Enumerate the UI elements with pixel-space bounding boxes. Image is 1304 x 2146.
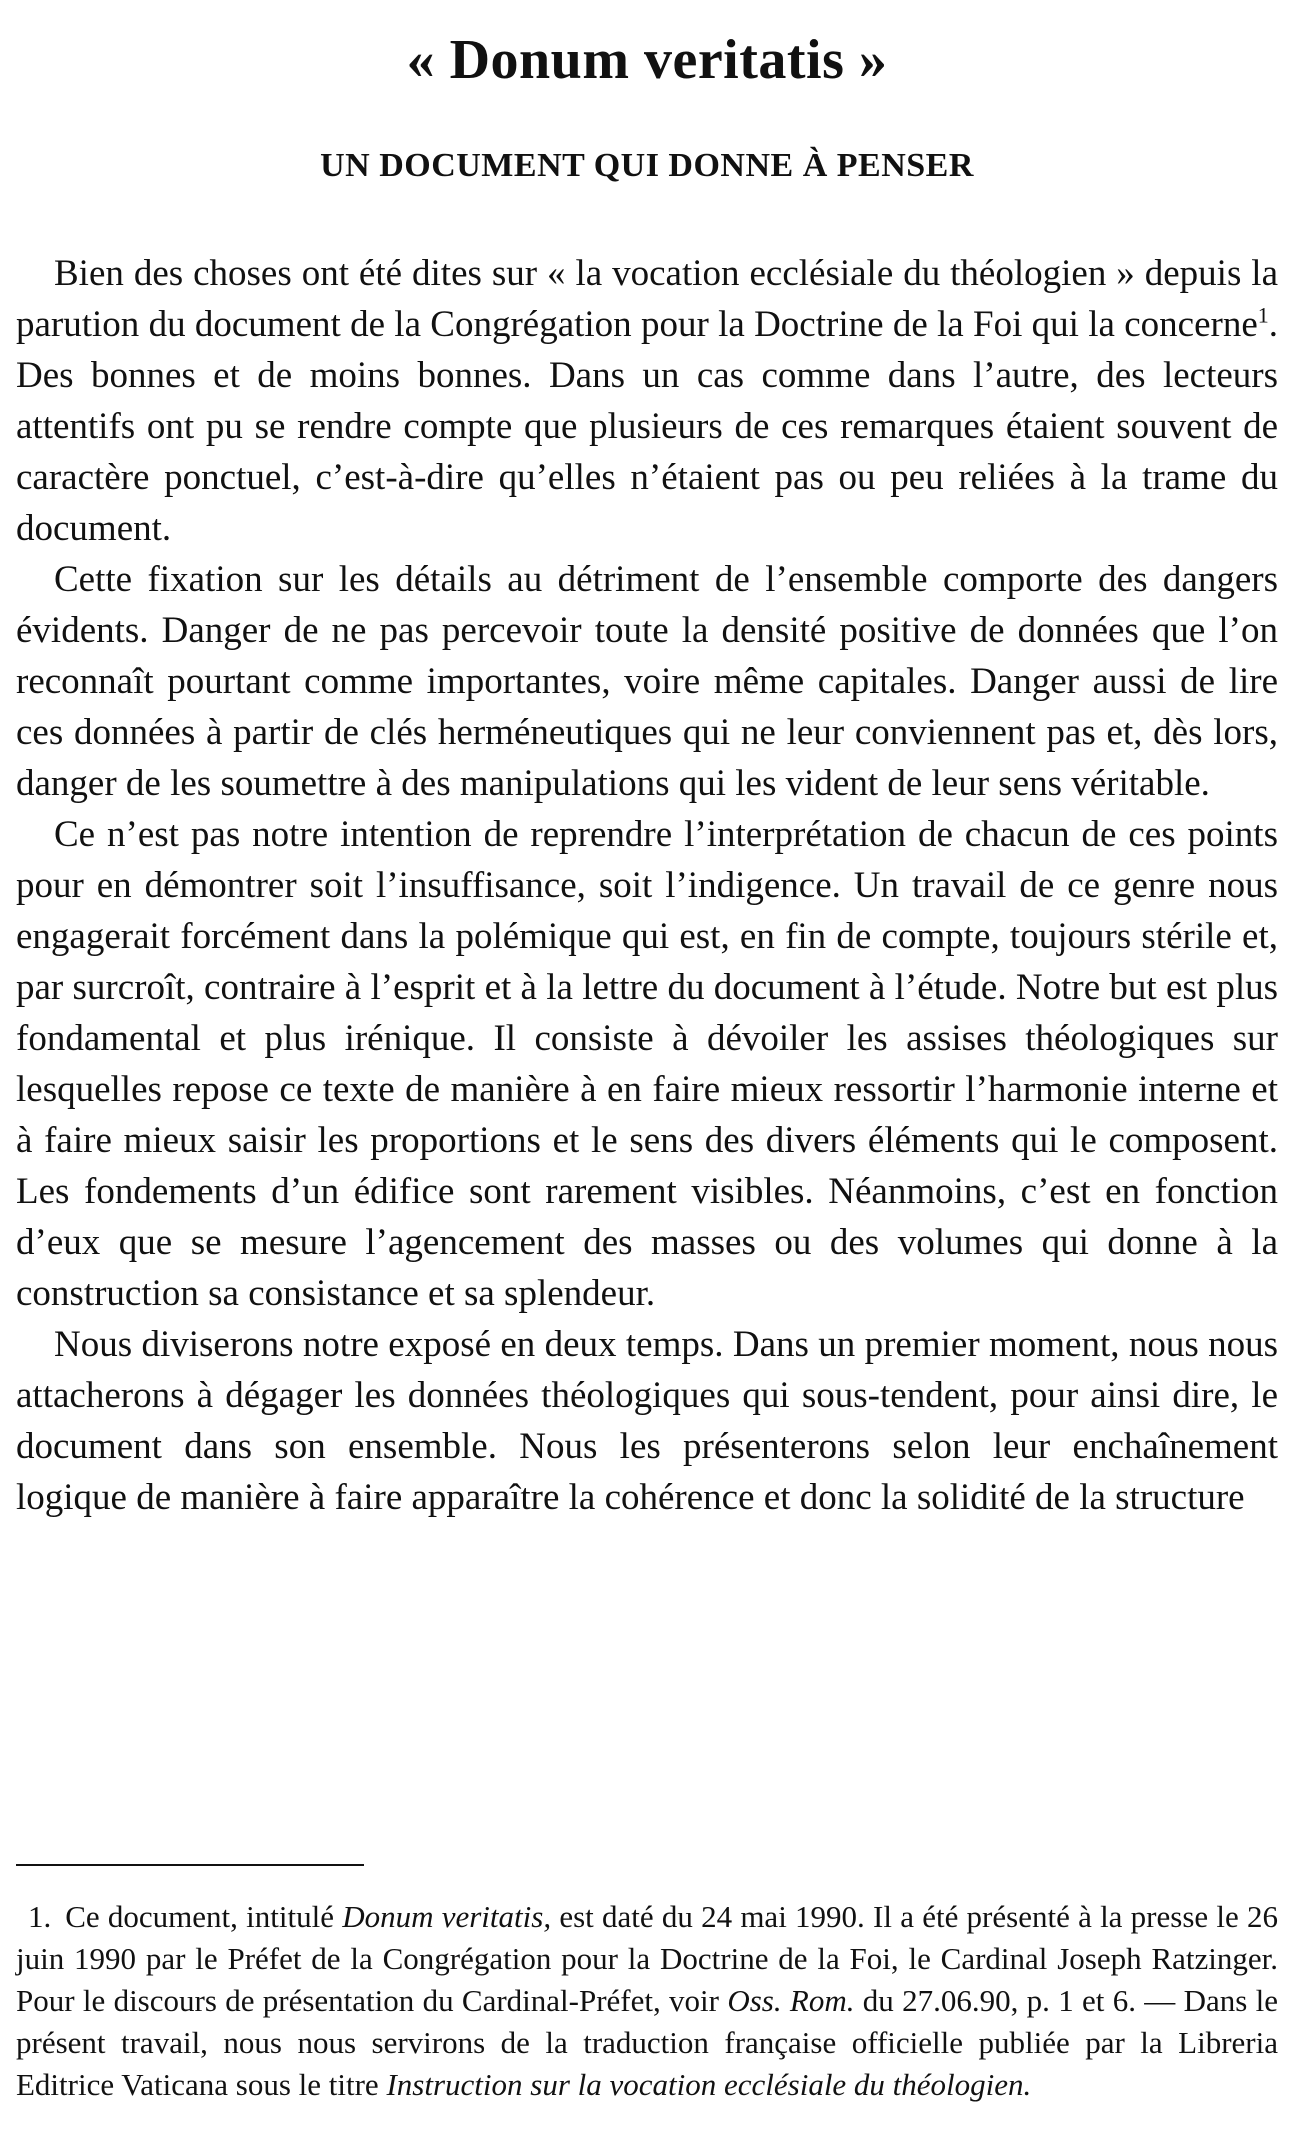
paragraph-1-text-start: Bien des choses ont été dites sur « la vocation ecclésiale du théologien » depuis la parution du document de la Congrégation pour la Doctrine de la Foi qui la concerne (16, 253, 1278, 345)
document-page (16, 0, 1278, 2146)
paragraph-1-text-end: . Des bonnes et de moins bonnes. Dans un cas comme dans l’autre, des lecteurs attentifs ont pu se rendre compte que plusieurs de ces remarques étaient souvent de caractère ponctuel, c’est-à-dire qu’elles n’étaient pas ou peu reliées à la trame du document. (16, 304, 1278, 549)
page-subtitle: UN DOCUMENT QUI DONNE À PENSER (320, 147, 974, 184)
footnote-source-oss-rom: Oss. Rom. (727, 1983, 855, 2018)
paragraph-2: Cette fixation sur les détails au détriment de l’ensemble comporte des dangers évidents. Danger de ne pas percevoir toute la densité positive de données que l’on reconnaît pourtant comme importantes, voire même capitales. Danger aussi de lire ces données à partir de clés herméneutiques qui ne leur conviennent pas et, dès lors, danger de les soumettre à des manipulations qui les vident de leur sens véritable. (16, 559, 1278, 804)
body-text (16, 248, 1278, 1523)
footnote-text-part-2: est daté du 24 mai 1990. Il a été présenté à la presse le 26 juin 1990 par le Préfet de la Congrégation pour la Doctrine de la Foi, le Cardinal Joseph Ratzinger. Pour le discours de présentation du Cardinal-Préfet, voir (16, 1899, 1278, 2018)
footnote-title-instruction: Instruction sur la vocation ecclésiale du théologien. (386, 2067, 1032, 2102)
footnote-text-part-3: du 27.06.90, p. 1 et 6. — Dans le présent travail, nous nous servirons de la traduction française officielle publiée par la Libreria Editrice Vaticana sous le titre (16, 1983, 1278, 2102)
footnote-reference-1[interactable]: 1 (1257, 302, 1269, 328)
page-title: « Donum veritatis » (406, 29, 888, 91)
paragraph-3: Ce n’est pas notre intention de reprendre l’interprétation de chacun de ces points pour en démontrer soit l’insuffisance, soit l’indigence. Un travail de ce genre nous engagerait forcément dans la polémique qui est, en fin de compte, toujours stérile et, par surcroît, contraire à l’esprit et à la lettre du document à l’étude. Notre but est plus fondamental et plus irénique. Il consiste à dévoiler les assises théologiques sur lesquelles repose ce texte de manière à en faire mieux ressortir l’harmonie interne et à faire mieux saisir les proportions et le sens des divers éléments qui le composent. Les fondements d’un édifice sont rarement visibles. Néanmoins, c’est en fonction d’eux que se mesure l’agencement des masses ou des volumes qui donne à la construction sa consistance et sa splendeur. (16, 814, 1278, 1314)
paragraph-1 (16, 248, 1278, 554)
footnote-text-part-1: Ce document, intitulé (65, 1899, 343, 1934)
footnote-1 (16, 1896, 1278, 2106)
paragraph-4: Nous diviserons notre exposé en deux temps. Dans un premier moment, nous nous attacherons à dégager les données théologiques qui sous-tendent, pour ainsi dire, le document dans son ensemble. Nous les présenterons selon leur enchaînement logique de manière à faire apparaître la cohérence et donc la solidité de la structure (16, 1324, 1278, 1518)
footnote-title-donum-veritatis: Donum veritatis, (342, 1899, 552, 1934)
footnote-separator (16, 1864, 364, 1866)
footnote-number: 1. (28, 1899, 52, 1934)
